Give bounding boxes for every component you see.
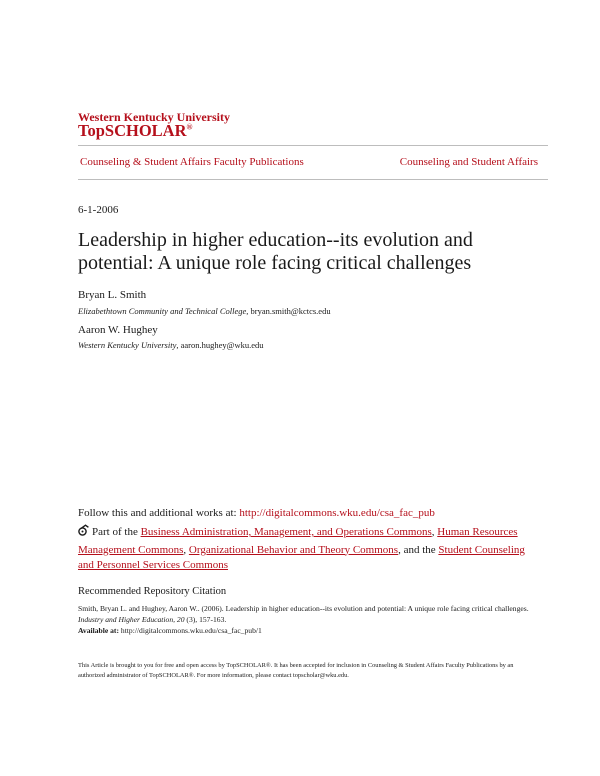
- department-link[interactable]: Counseling and Student Affairs: [399, 156, 538, 168]
- citation-heading: Recommended Repository Citation: [78, 586, 227, 597]
- author-name: Aaron W. Hughey: [78, 324, 158, 336]
- collection-link[interactable]: Counseling & Student Affairs Faculty Publications: [80, 156, 304, 168]
- open-access-icon: [78, 524, 90, 543]
- registered-mark: ®: [186, 122, 193, 132]
- author-email: , bryan.smith@kctcs.edu: [246, 306, 331, 316]
- follow-label: Follow this and additional works at:: [78, 507, 240, 519]
- institution-name: Western Kentucky University: [78, 110, 230, 124]
- commons-link[interactable]: Human Resources Management Commons: [78, 526, 518, 556]
- commons-link[interactable]: Student Counseling and Personnel Services Commons: [78, 543, 525, 571]
- repository-name: TopSCHOLAR: [78, 121, 187, 140]
- separator: ,: [431, 526, 438, 538]
- citation-body: Smith, Bryan L. and Hughey, Aaron W.. (2006). Leadership in higher education--its evolution and potential: A unique role facing critical challenges.: [78, 604, 529, 613]
- author-name: Bryan L. Smith: [78, 289, 147, 301]
- citation-volume: (3), 157-163.: [184, 615, 227, 624]
- follow-line: [78, 507, 435, 519]
- part-of-label: Part of the: [92, 526, 141, 538]
- article-title: Leadership in higher education--its evolution and potential: A unique role facing critical challenges: [78, 229, 473, 274]
- follow-link[interactable]: http://digitalcommons.wku.edu/csa_fac_pub: [239, 507, 435, 519]
- available-label: Available at:: [78, 626, 119, 635]
- separator: , and the: [398, 543, 439, 556]
- top-divider: [78, 145, 548, 146]
- access-statement: This Article is brought to you for free and open access by TopSCHOLAR®. It has been accepted for inclusion in Counseling & Student Affairs Faculty Publications by an authorized administrator of TopSCHOLAR®. For more information, please contact topscholar@wku.edu.: [78, 662, 514, 679]
- author-email: , aaron.hughey@wku.edu: [176, 340, 264, 350]
- bottom-divider: [78, 179, 548, 180]
- repository-logo[interactable]: [78, 121, 193, 141]
- author-affiliation: [78, 340, 264, 350]
- available-url[interactable]: http://digitalcommons.wku.edu/csa_fac_pub/1: [119, 626, 262, 635]
- journal-name: Industry and Higher Education, 20: [78, 615, 185, 624]
- commons-link[interactable]: Business Administration, Management, and Operations Commons: [140, 526, 432, 538]
- affiliation-name: Elizabethtown Community and Technical College: [78, 306, 247, 316]
- commons-link[interactable]: Organizational Behavior and Theory Commons: [188, 543, 399, 556]
- publication-date: 6-1-2006: [78, 204, 119, 216]
- affiliation-name: Western Kentucky University: [78, 340, 177, 350]
- disciplines-line: [78, 524, 538, 574]
- author-affiliation: [78, 306, 331, 316]
- separator: ,: [183, 543, 189, 556]
- citation-text: [78, 603, 533, 636]
